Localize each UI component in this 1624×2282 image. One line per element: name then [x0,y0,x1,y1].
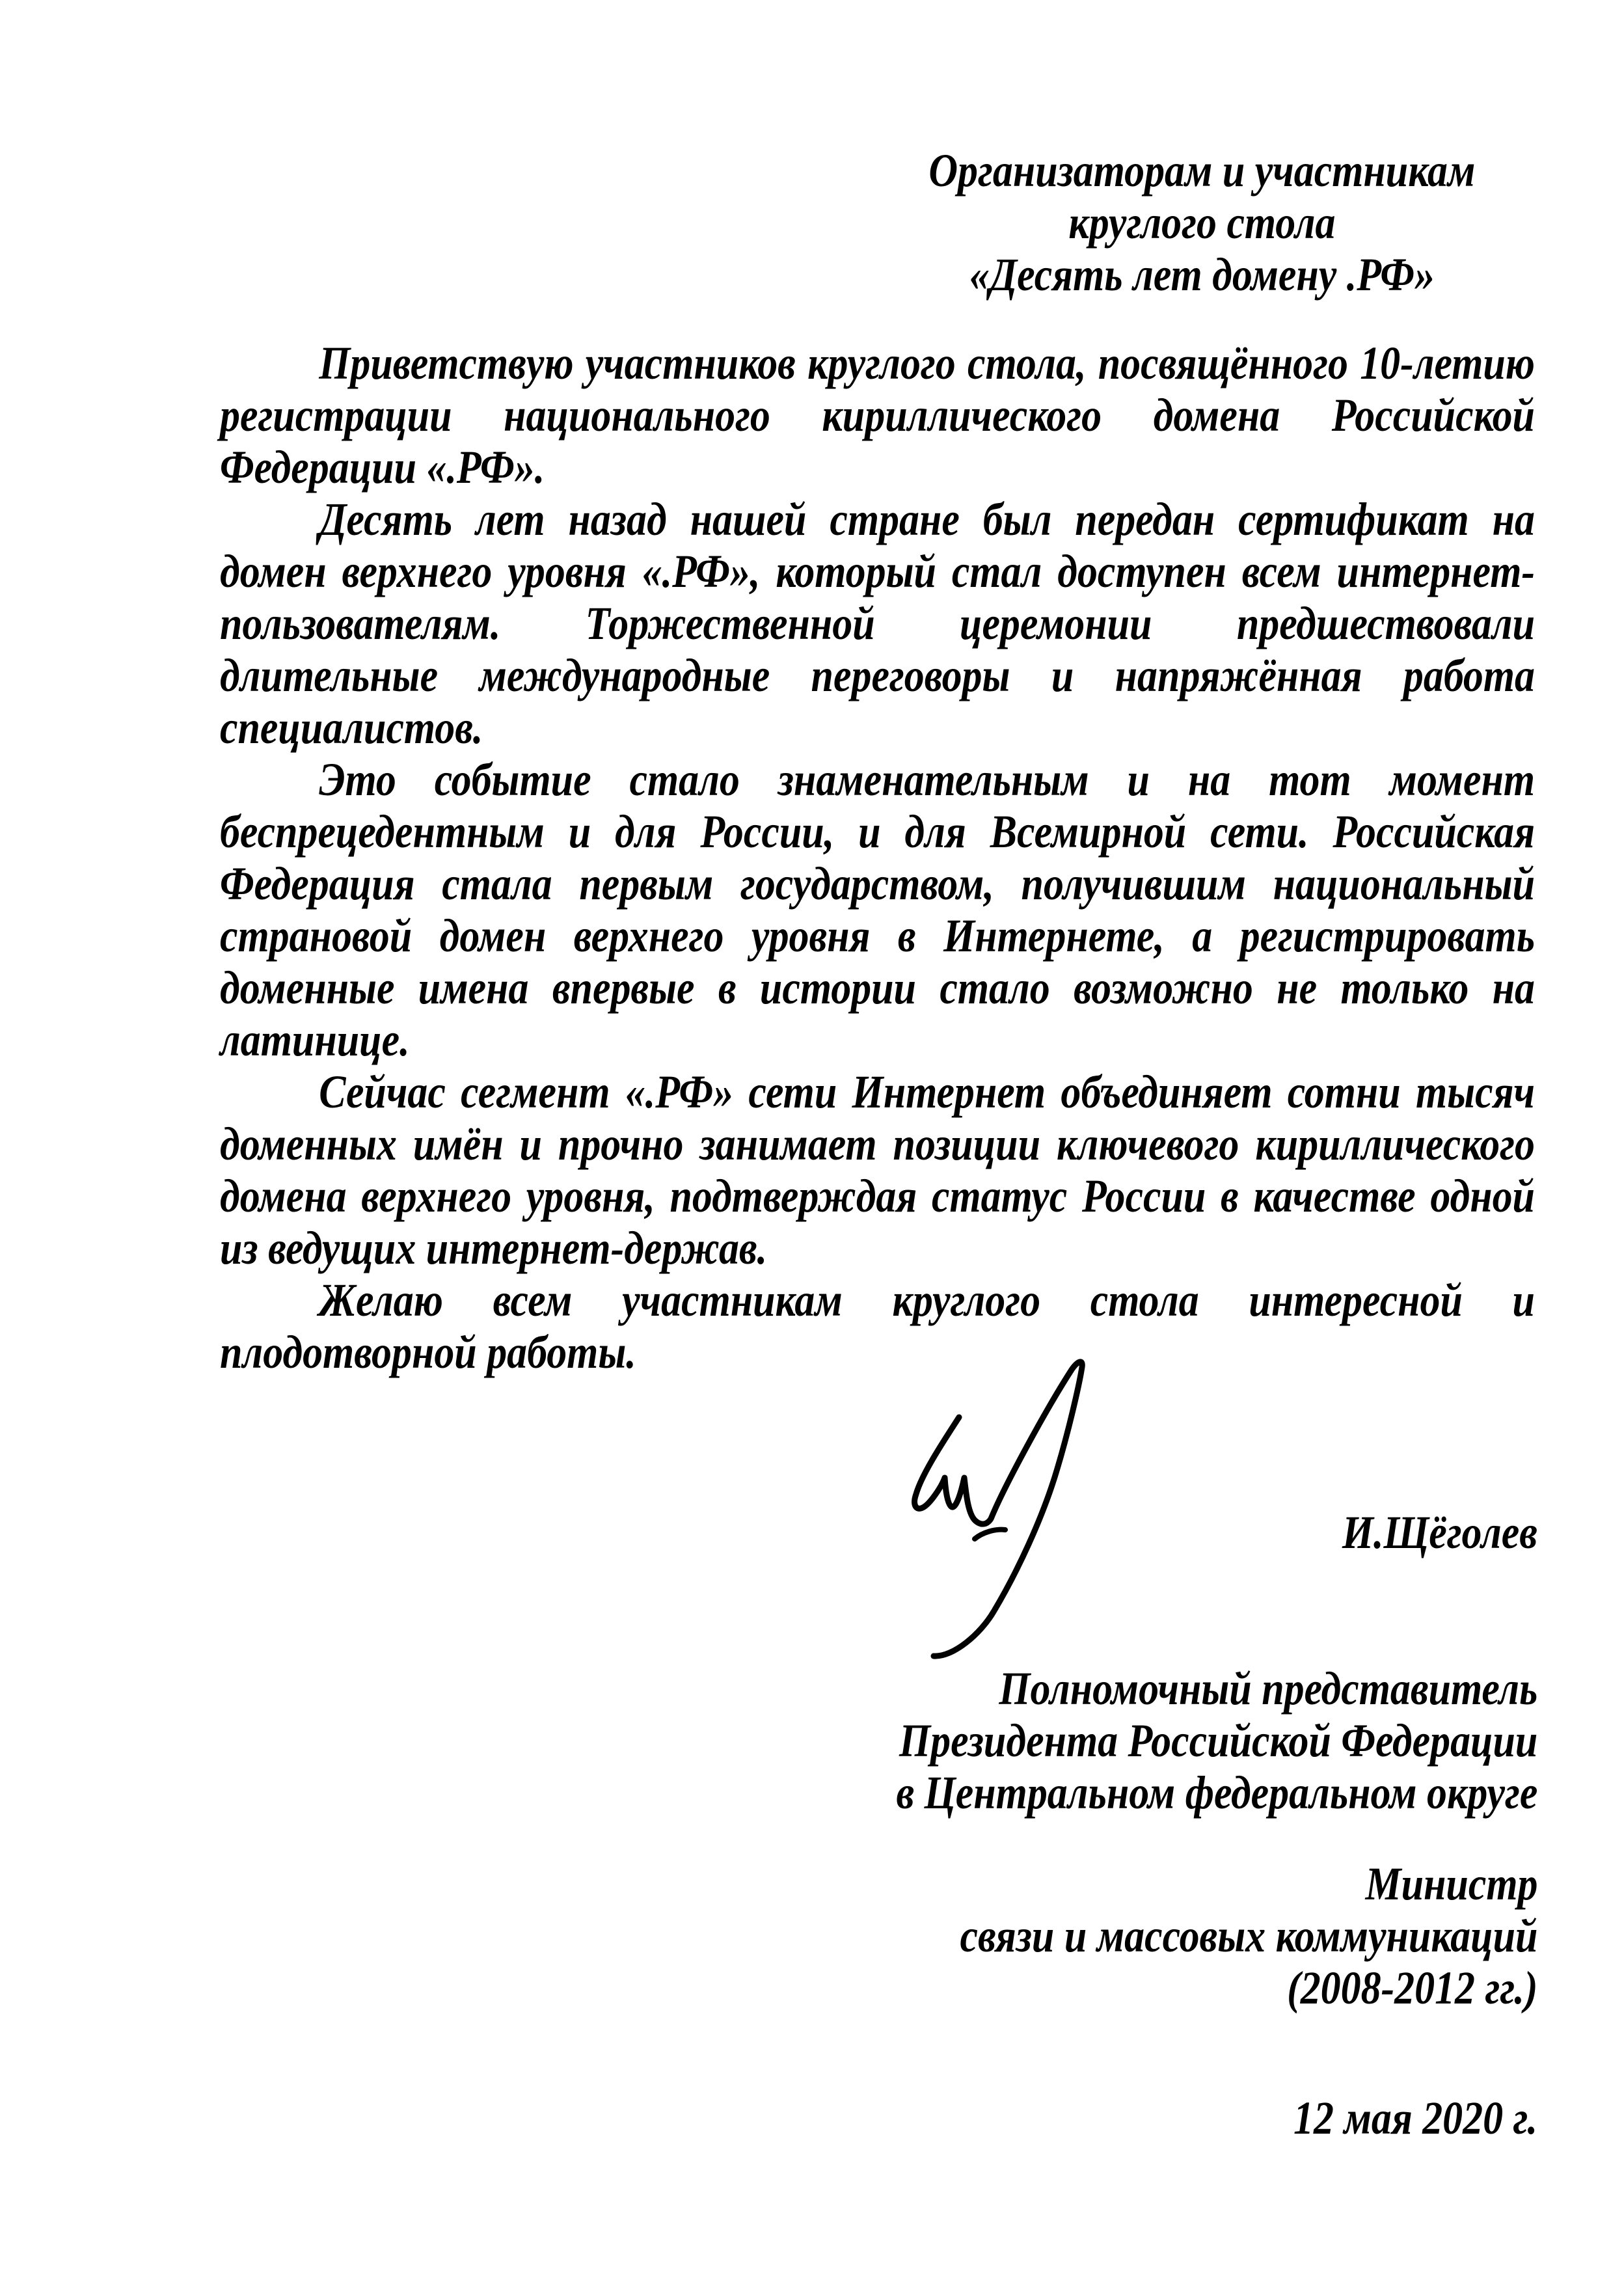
paragraph-present: Сейчас сегмент «.РФ» сети Интернет объединяет сотни тысяч доменных имён и прочно занимает позиции ключевого кириллического домена верхнего уровня, подтверждая статус России в качестве одной из ведущих интернет-держав. [220,1066,1536,1274]
position-line: (2008-2012 гг.) [1286,1962,1537,2014]
paragraph-wishes: Желаю всем участникам круглого стола интересной и плодотворной работы. [220,1274,1536,1378]
letter-body [220,337,1535,1378]
position-representative [896,1663,1537,1819]
paragraph-significance: Это событие стало знаменательным и на тот момент беспрецедентным и для России, и для Всемирной сети. Российская Федерация стала первым государством, получившим национальный страновой домен верхнего уровня в Интернете, а регистрировать доменные имена впервые в истории стало возможно не только на латинице. [220,754,1536,1066]
position-line: Полномочный представитель [998,1663,1537,1715]
addressee-line: Организаторам и участникам [928,144,1476,197]
signatory-name: И.Щёголев [1342,1506,1537,1558]
paragraph-history: Десять лет назад нашей стране был передан сертификат на домен верхнего уровня «.РФ», который стал доступен всем интернет-пользователям. Торжественной церемонии предшествовали длительные международные переговоры и напряжённая работа специалистов. [220,493,1536,754]
position-minister [960,1858,1537,2014]
addressee-line: «Десять лет домену .РФ» [969,249,1435,301]
letter-date: 12 мая 2020 г. [1293,2092,1537,2144]
position-line: Министр [1365,1858,1537,1910]
handwritten-signature-icon [908,1357,1096,1669]
addressee-line: круглого стола [1068,197,1336,249]
position-line: в Центральном федеральном округе [896,1767,1537,1819]
position-line: Президента Российской Федерации [899,1715,1537,1767]
paragraph-greeting: Приветствую участников круглого стола, посвящённого 10-летию регистрации национального кириллического домена Российской Федерации «.РФ». [220,337,1536,493]
position-line: связи и массовых коммуникаций [960,1910,1537,1962]
addressee-block [872,144,1532,301]
